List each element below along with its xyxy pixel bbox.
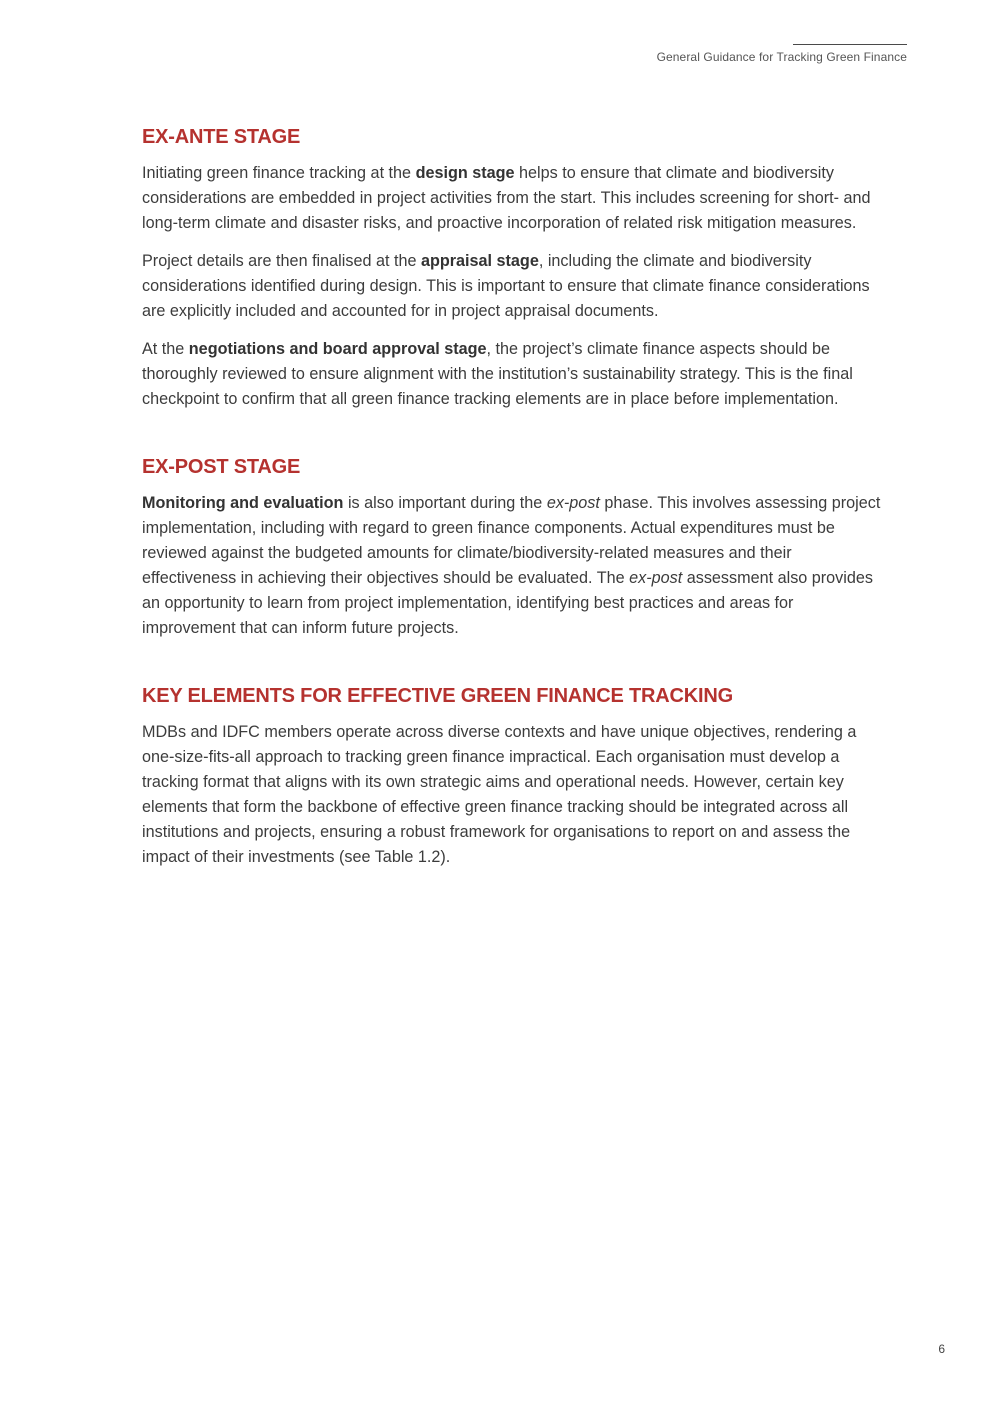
section-heading-ex-ante: EX-ANTE STAGE [142,126,301,148]
paragraph-appraisal-stage: Project details are then finalised at the appraisal stage, including the climate and biodiversity considerations identified during design. This is important to ensure that climate finance considerations are explicitly included and accounted for in project appraisal documents. [142,252,870,320]
section-heading-ex-post: EX-POST STAGE [142,456,301,478]
paragraph-monitoring-evaluation: Monitoring and evaluation is also important during the ex-post phase. This involves assessing project implementation, including with regard to green finance components. Actual expenditures must be reviewed against the budgeted amounts for climate/biodiversity-related measures and their effectiveness in achieving their objectives should be evaluated. The ex-post assessment also provides an opportunity to learn from project implementation, identifying best practices and areas for improvement that can inform future projects. [142,494,881,637]
section-spacer [142,654,882,681]
page-number: 6 [938,1342,945,1356]
header-rule [793,44,907,45]
paragraph-board-approval-stage: At the negotiations and board approval stage, the project’s climate finance aspects should be thoroughly reviewed to ensure alignment with the institution’s sustainability strategy. This is the final checkpoint to confirm that all green finance tracking elements are in place before implementation. [142,340,853,408]
page-body [142,122,882,883]
paragraph-key-elements: MDBs and IDFC members operate across diverse contexts and have unique objectives, rendering a one-size-fits-all approach to tracking green finance impractical. Each organisation must develop a tracking format that aligns with its own strategic aims and operational needs. However, certain key elements that form the backbone of effective green finance tracking should be integrated across all institutions and projects, ensuring a robust framework for organisations to report on and assess the impact of their investments (see Table 1.2). [142,723,857,866]
paragraph-design-stage: Initiating green finance tracking at the design stage helps to ensure that climate and biodiversity considerations are embedded in project activities from the start. This includes screening for short- and long-term climate and disaster risks, and proactive incorporation of related risk mitigation measures. [142,164,871,232]
section-spacer [142,425,882,452]
running-header: General Guidance for Tracking Green Finance [656,50,907,64]
section-heading-key-elements: KEY ELEMENTS FOR EFFECTIVE GREEN FINANCE TRACKING [142,685,733,707]
